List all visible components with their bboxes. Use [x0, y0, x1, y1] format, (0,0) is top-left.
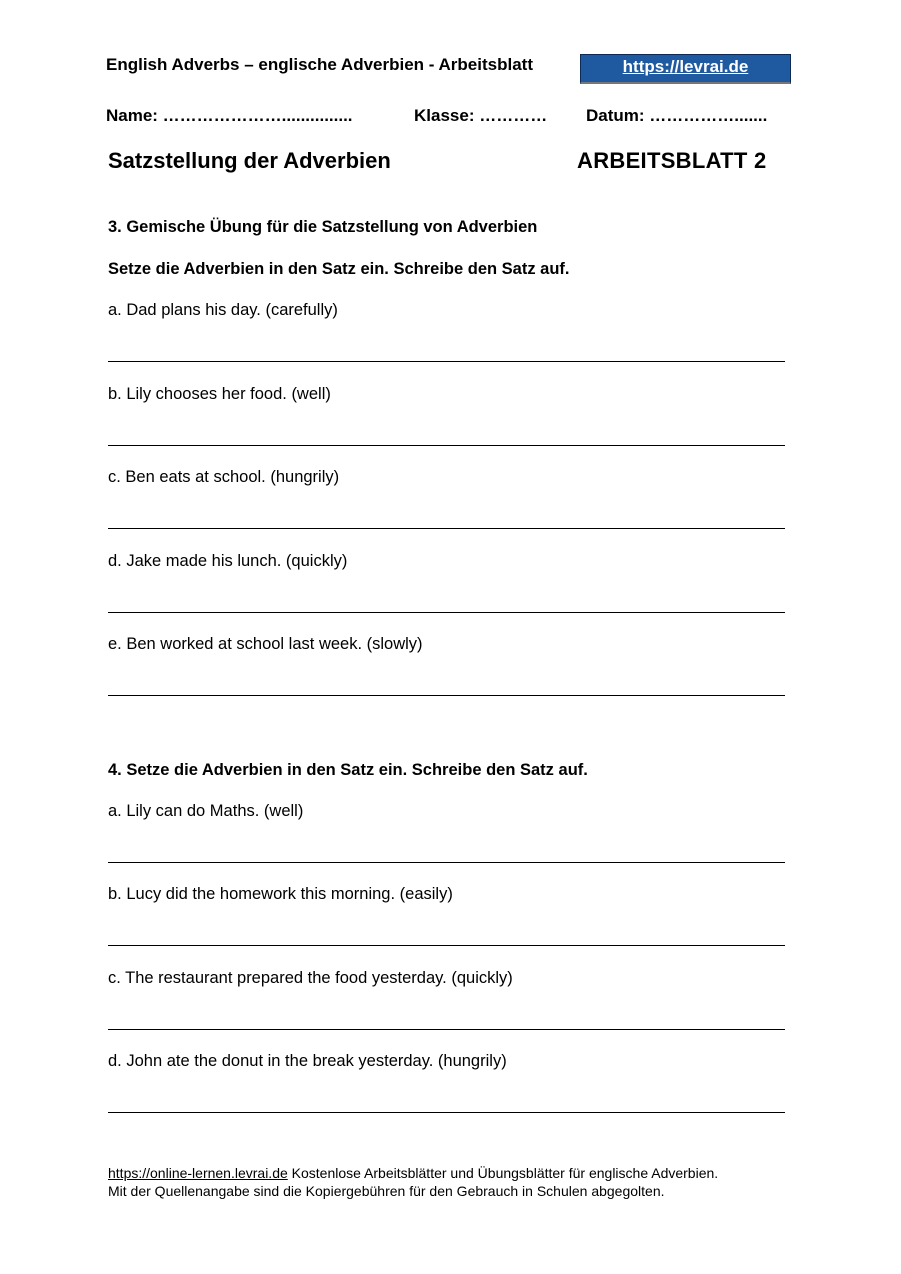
exercise-item: d. John ate the donut in the break yesterday. (hungrily)	[108, 1052, 507, 1070]
section3-heading: 3. Gemische Übung für die Satzstellung von Adverbien	[108, 218, 538, 236]
footer-text-1: Kostenlose Arbeitsblätter und Übungsblätter für englische Adverbien.	[287, 1165, 719, 1181]
answer-line[interactable]	[108, 612, 785, 613]
worksheet-header-title: English Adverbs – englische Adverbien - Arbeitsblatt	[106, 55, 533, 74]
exercise-item: d. Jake made his lunch. (quickly)	[108, 552, 348, 570]
levrai-link-box[interactable]	[580, 54, 791, 84]
exercise-item: a. Lily can do Maths. (well)	[108, 802, 304, 820]
name-field: Name: …………………...............	[106, 106, 353, 125]
exercise-item: c. Ben eats at school. (hungrily)	[108, 468, 340, 486]
section3-instruction: Setze die Adverbien in den Satz ein. Schreibe den Satz auf.	[108, 260, 570, 278]
answer-line[interactable]	[108, 862, 785, 863]
answer-line[interactable]	[108, 1112, 785, 1113]
topic-title: Satzstellung der Adverbien	[108, 148, 391, 173]
date-field: Datum: …………….......	[586, 106, 768, 125]
exercise-item: b. Lily chooses her food. (well)	[108, 385, 331, 403]
footer-text-2: Mit der Quellenangabe sind die Kopiergebühren für den Gebrauch in Schulen abgegolten.	[108, 1183, 665, 1199]
answer-line[interactable]	[108, 445, 785, 446]
exercise-item: e. Ben worked at school last week. (slowly)	[108, 635, 423, 653]
section4-heading: 4. Setze die Adverbien in den Satz ein. Schreibe den Satz auf.	[108, 761, 588, 779]
footer	[108, 1164, 718, 1200]
exercise-item: b. Lucy did the homework this morning. (easily)	[108, 885, 453, 903]
class-field: Klasse: …………	[414, 106, 548, 125]
exercise-item: c. The restaurant prepared the food yesterday. (quickly)	[108, 969, 513, 987]
answer-line[interactable]	[108, 945, 785, 946]
answer-line[interactable]	[108, 695, 785, 696]
footer-link[interactable]: https://online-lernen.levrai.de	[108, 1165, 288, 1181]
exercise-item: a. Dad plans his day. (carefully)	[108, 301, 338, 319]
levrai-link[interactable]: https://levrai.de	[622, 57, 749, 76]
answer-line[interactable]	[108, 528, 785, 529]
answer-line[interactable]	[108, 361, 785, 362]
answer-line[interactable]	[108, 1029, 785, 1030]
worksheet-number: ARBEITSBLATT 2	[577, 148, 767, 173]
